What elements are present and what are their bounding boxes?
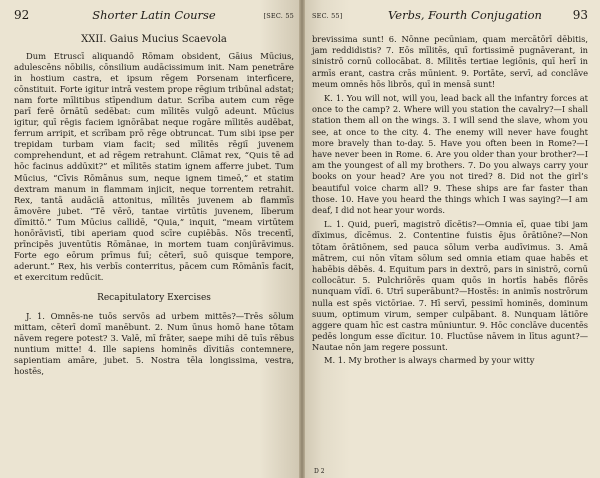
- exercise-k: K. 1. You will not, will you, lead back all the infantry forces at once to the camp? 2. Where will you station the cavalry?—I shall station them all on the wings. 3. I will send the slave, whom you see, at once to the city. 4. The enemy will never have fought more bravely than to-day. 5. Have you often been in Rome?—I have never been in Rome. 6. Are you older than your brother?—I am the youngest of all my brothers. 7. Do you always carry your books on your head? Are you not tired? 8. Did not the girl’s beautiful voice charm all? 9. These ships are far faster than those. 10. Have you heard the things which I was saying?—I am deaf, I did not hear your words.: [312, 93, 588, 216]
- right-page: [302, 0, 600, 478]
- exercise-l: L. 1. Quid, puerī, magistrō dīcētis?—Omnia eī, quae tibi jam dīximus, dīcēmus. 2. Contentine fuistis ējus ōrātiōne?—Non tōtam ōrātiōnem, sed pauca sōlum verba audīvimus. 3. Amā mātrem, cui nōn vītam sōlum sed omnia etiam quae habēs et habēbis dēbēs. 4. Equitum pars in dextrō, pars in sinistrō, cornū collocātur. 5. Pulchriōrēs quam quōs in hortīs habēs flōrēs nunquam vīdī. 6. Utrī superābunt?—Hostēs: in animīs nostrōrum nulla est spēs victōriae. 7. Hī servī, pessimī hominēs, dominum suum, optimum virum, semper culpābant. 8. Nunquam lātiōre aggere quam hīc est castra mūniuntur. 9. Hōc conclāve ducentēs pedēs longum esse dīcitur. 10. Fluctūse nāvem in lītus agunt?—Nautae nōn jam regere possunt.: [312, 219, 588, 353]
- latin-passage: Dum Etruscī aliquandō Rōmam obsident, Gāius Mūcius, adulescēns nōbilis, cōnsilium audācissimum init. Nam penetrāre in hostium castra, et ipsum rēgem Porsenam interficere, cōnstituit. Forte igitur intrā vestem prope rēgium tribūnal adstat; nam forte mīlitibus stīpendium datur. Scrība autem cum rēge parī ferē ōrnātū sedēbat: cum mīlitēs vulgō adeunt. Mūcius igitur, quī rēgis faciem ignōrābat neque rogāre mīlitēs audēbat, ferrum arripit, et scrībam prō rēge obtruncat. Tum sibi ipse per trepidam turbam viam facit; sed mīlitēs rēgiī juvenem comprehendunt, et ad rēgem retrahunt. Clāmat rex, “Quis tē ad hōc facinus addūxit?” et mīlitēs statim ignem afferre jubet. Tum Mūcius, “Cīvis Rōmānus sum, neque ignem timeō,” et statim dextram manum in flammam injicit, neque torrentem retrahit. Rex, tantā audāciā attonitus, mīlitēs juvenem ab flammīs āmovēre jubet. “Tē vērō, tantae virtūtis juvenem, līberum dīmittō.” Tum Mūcius callidē, “Quia,” inquit, “meam virtūtem honōrāvistī, tibi aperiam quod scīre cupiēbās. Nōs trecentī, prīncipēs juventūtis Rōmānae, in mortem tuam conjūrāvimus. Forte ego eōrum prīmus fuī; cēterī, suō quisque tempore, aderunt.” Rex, his verbīs conterritus, pācem cum Rōmānīs facit, et exercitum redūcit.: [14, 51, 294, 282]
- exercises-heading: Recapitulatory Exercises: [97, 292, 211, 303]
- left-running-title: Shorter Latin Course: [92, 8, 216, 22]
- right-section-mark: SEC. 55]: [312, 12, 343, 20]
- book-gutter: [299, 0, 305, 478]
- exercise-j: J. 1. Omnēs-ne tuōs servōs ad urbem mittēs?—Trēs sōlum mittam, cēterī domī manēbunt. 2. Num ūnus homō hane tōtam nāvem regere potest? 3. Valē, mī frāter, saepe mihi dē tuīs rēbus nuntium mitte! 4. Ille sapiens hominēs dīvitiās contemnere, sapientiam amāre, jubet. 5. Nostra tēla longissima, vestra, hostēs,: [14, 310, 294, 377]
- left-section-mark: [SEC. 55: [263, 12, 294, 20]
- lesson-heading: XXII. Gaius Mucius Scaevola: [81, 34, 227, 45]
- right-running-title: Verbs, Fourth Conjugation: [388, 8, 542, 22]
- left-running-head: [14, 8, 294, 22]
- exercise-m: M. 1. My brother is always charmed by your witty: [324, 354, 535, 365]
- left-page-number: 92: [14, 8, 30, 22]
- exercise-j-continued: brevissima sunt! 6. Nōnne pecūniam, quam mercātōrī dēbitis, jam reddidistis? 7. Eōs mīlitēs, quī fortissimē pugnāverant, in sinistrō cornū collocābat. 8. Mīlitēs tertiae legiōnis, quī herī in armīs erant, castra crās mūnient. 9. Portāte, servī, ad conclāve meum omnēs hōs librōs, quī in mensā sunt!: [312, 34, 588, 89]
- signature-mark: D 2: [314, 468, 325, 475]
- right-page-number: 93: [572, 8, 588, 22]
- right-running-head: [312, 8, 588, 22]
